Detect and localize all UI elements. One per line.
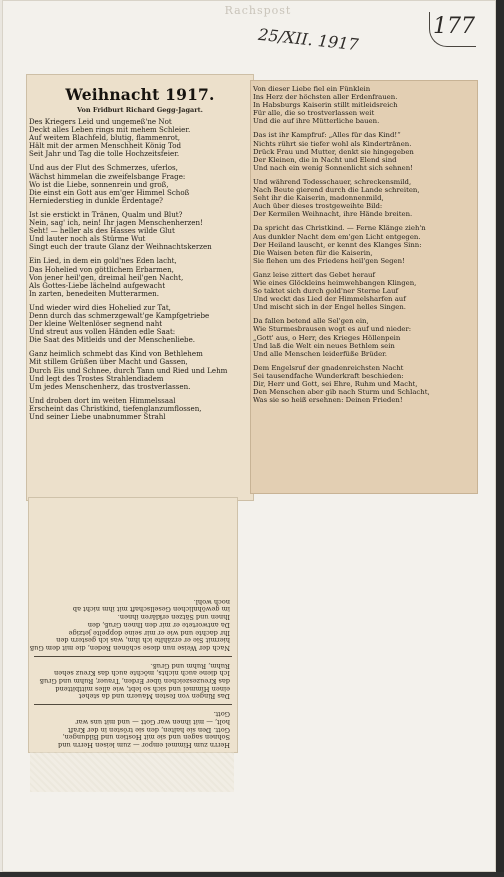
poem-line: In zarten, benedeiten Mutterarmen. bbox=[29, 288, 159, 298]
poem-line: Der Kleinen, die in Nacht und Elend sind bbox=[253, 155, 397, 164]
poem-line: Ins Herz der höchsten aller Erdenfrauen. bbox=[253, 93, 398, 102]
poem-line: Des Kriegers Leid und ungemeß'ne Not bbox=[29, 117, 172, 126]
archive-sheet bbox=[2, 0, 496, 872]
poem-line: Den Menschen aber gib nach Sturm und Schlacht, bbox=[253, 388, 430, 397]
poem-line: Die einst ein Gott aus em'ger Himmel Schoß bbox=[29, 187, 190, 197]
divider-rule bbox=[34, 656, 232, 657]
poem-line: Und droben dort im weiten Himmelssaal bbox=[29, 395, 176, 405]
poem-line: Und mischt sich in der Engel helles Singen. bbox=[253, 303, 406, 312]
poem-line: Auch über dieses trostgeweihte Bild: bbox=[253, 202, 383, 211]
poem-line: Wie eines Glöckleins heimwehbangen Klingen, bbox=[253, 278, 417, 287]
poem-byline: Von Fridburt Richard Gegg-Jagart. bbox=[77, 106, 203, 114]
poem-line: Ganz heimlich schmebt das Kind von Bethlehem bbox=[29, 349, 203, 359]
text-line: Das Ringen von festen Mauern und da stehet bbox=[78, 692, 230, 701]
stanza bbox=[251, 364, 477, 404]
poem-line: Von dieser Liebe fiel ein Fünklein bbox=[253, 85, 371, 93]
text-line: hiermit Sie er erzählte ich ihm, was ich gestern den bbox=[56, 636, 230, 645]
scan-border-right bbox=[496, 0, 504, 877]
poem-line: Durch Eis und Schnee, durch Tann und Ried und Lehm bbox=[29, 365, 228, 375]
poem-line: Und wieder wird dies Hohelied zur Tat, bbox=[29, 302, 171, 312]
text-line: Gott. Den sie halten, den sie trösten in der Kraft bbox=[68, 725, 230, 734]
poem-line: Herniederstieg in dunkle Erdentage? bbox=[29, 195, 163, 205]
poem-line: Seht! — heller als des Hasses wilde Glut bbox=[29, 226, 175, 236]
stanza bbox=[27, 211, 253, 251]
poem-clipping-right bbox=[250, 80, 478, 494]
poem-line: Ganz leise zittert das Gebet herauf bbox=[253, 270, 376, 279]
poem-line: Nichts rührt sie tiefer wohl als Kindertränen. bbox=[253, 139, 412, 148]
poem-line: Der Kermilen Weihnacht, ihre Hände breiten. bbox=[253, 210, 413, 219]
poem-line: Für alle, die so trostverlassen weit bbox=[253, 109, 375, 118]
poem-line: Wie Sturmesbrausen wogt es auf und nieder: bbox=[253, 325, 412, 334]
poem-line: Dir, Herr und Gott, sei Ehre, Ruhm und Macht, bbox=[253, 380, 418, 388]
poem-line: Sei tausendfache Wunderkraft beschieden: bbox=[253, 371, 404, 380]
poem-line: Seit Jahr und Tag die tolle Hochzeitsfeier. bbox=[29, 149, 180, 159]
stanza bbox=[251, 85, 477, 125]
poem-line: Und alle Menschen leiderfüße Brüder. bbox=[253, 349, 387, 358]
text-line: im gewöhnlichen Gesellschaft mit ihm nicht ab bbox=[72, 605, 230, 614]
right-stanzas bbox=[251, 85, 477, 404]
poem-line: Und die auf ihre Mütterliche bauen. bbox=[253, 117, 380, 126]
poem-line: Was sie so heiß ersehnen: Deinen Frieden! bbox=[253, 396, 403, 405]
poem-line: Auf weitem Blachfeld, blutig, flammenrot, bbox=[29, 133, 181, 143]
text-line: Nach der Weise nun diese schönen Reden, die mit dem Guß bbox=[29, 643, 230, 652]
poem-line: Und streut aus vollen Händen edle Saat: bbox=[29, 327, 176, 337]
poem-line: Der kleine Weltenlöser segnend naht bbox=[29, 319, 163, 329]
stanza bbox=[27, 164, 253, 204]
stanza bbox=[251, 178, 477, 218]
scan-border-bottom bbox=[0, 872, 504, 877]
poem-line: Nach Beute gierend durch die Lande schreiten, bbox=[253, 186, 420, 195]
flipped-text-block-b bbox=[34, 661, 232, 700]
flipped-text-block-c bbox=[29, 597, 232, 652]
poem-line: Um jedes Menschenherz, das trostverlassen. bbox=[29, 381, 191, 391]
poem-line: Da spricht das Christkind. — Ferne Klänge zieh'n bbox=[253, 224, 426, 233]
divider-rule bbox=[34, 704, 232, 705]
poem-line: Von jener heil'gen, dreimal heil'gen Nacht, bbox=[29, 272, 184, 282]
poem-line: In Habsburgs Kaiserin stillt mitleidsreich bbox=[253, 101, 398, 110]
text-line: Gott. bbox=[213, 710, 230, 719]
upside-down-clipping bbox=[28, 497, 238, 753]
text-line: Sohnen sagen und sie mit Hostien und Bildungen, bbox=[62, 733, 230, 742]
poem-line: Ein Lied, in dem ein gold'nes Eden lacht, bbox=[29, 256, 177, 266]
text-line: Da antwortete er mir den Ihnen Gruß, den bbox=[87, 620, 230, 629]
text-line: Herrn zum Himmel empor — zum leisen Herrn und bbox=[58, 741, 230, 749]
poem-line: Mit stillem Grüßen über Macht und Gassen, bbox=[29, 357, 188, 367]
poem-line: Und aus der Flut des Schmerzes, uferlos, bbox=[29, 163, 178, 173]
text-line: Ich diene auch nichts, möchte auch das Kreuz sehen bbox=[54, 669, 230, 678]
poem-line: So taktet sich durch gold'ner Sterne Lauf bbox=[253, 287, 399, 296]
poem-line: Und legt des Trostes Strahlendiadem bbox=[29, 373, 164, 383]
stanza bbox=[251, 224, 477, 264]
poem-line: Das ist ihr Kampfruf: „Alles für das Kind!“ bbox=[253, 131, 401, 140]
stanza bbox=[27, 257, 253, 297]
poem-line: Als Gottes-Liebe lächelnd aufgewacht bbox=[29, 280, 166, 290]
poem-line: Nein, sag' ich, nein! Ihr jagen Menschenherzen! bbox=[29, 218, 203, 228]
text-line: einen Himmel und sich so lebt, wie alles mittbittend bbox=[55, 684, 230, 693]
faint-newspaper-header: Rachspost bbox=[224, 4, 292, 17]
poem-title: Weihnacht 1917. bbox=[65, 85, 215, 104]
poem-line: Die Waisen beten für die Kaiserin, bbox=[253, 248, 373, 257]
left-stanzas bbox=[27, 118, 253, 421]
text-line: das Kreuzeszeichen über Erden, Trauer, Ruhm und Gruß bbox=[39, 677, 230, 686]
poem-line: Erscheint das Christkind, tiefenglanzumflossen, bbox=[29, 403, 202, 413]
handwritten-date: 25/XII. 1917 bbox=[257, 24, 360, 55]
poem-line: Wächst himmelan die zweifelsbange Frage: bbox=[29, 171, 186, 181]
text-line: Ihr dachte und wie er mir seine doppelte jetzige bbox=[68, 628, 230, 637]
stanza bbox=[27, 118, 253, 158]
text-line: noch wohl. bbox=[193, 597, 230, 606]
poem-line: Aus dunkler Nacht dem em'gen Licht entgegen. bbox=[253, 232, 421, 241]
poem-line: Ist sie erstickt in Tränen, Qualm und Blut? bbox=[29, 209, 183, 219]
poem-line: Und seiner Liebe unabnummer Strahl bbox=[29, 412, 166, 421]
poem-line: Und nach ein wenig Sonnenlicht sich sehnen! bbox=[253, 163, 413, 172]
poem-line: Die Saat des Mitleids und der Menschenliebe. bbox=[29, 335, 196, 345]
poem-line: Denn durch das schmerzgewalt'ge Kampfgetriebe bbox=[29, 310, 210, 320]
poem-clipping-left bbox=[26, 74, 254, 501]
poem-line: „Gott' aus, o Herr, des Krieges Höllenpein bbox=[253, 333, 401, 342]
stanza bbox=[27, 397, 253, 421]
poem-line: Hält mit der armen Menschheit König Tod bbox=[29, 141, 182, 151]
paper-stain bbox=[30, 752, 234, 792]
poem-line: Und lauter noch als Stürme Wut bbox=[29, 234, 146, 244]
poem-line: Das Hohelied von göttlichem Erbarmen, bbox=[29, 264, 174, 274]
handwritten-folio-number: 177 bbox=[433, 14, 475, 39]
stanza bbox=[251, 271, 477, 311]
stanza bbox=[27, 304, 253, 344]
poem-line: Wo ist die Liebe, sonnenrein und groß, bbox=[29, 179, 169, 189]
poem-line: Dem Engelsruf der gnadenreichsten Nacht bbox=[253, 363, 404, 372]
poem-line: Drück Frau und Mutter, denkt sie hingegeben bbox=[253, 147, 414, 156]
poem-line: Der Heiland lauscht, er kennt des Klanges Sinn: bbox=[253, 240, 422, 249]
poem-line: Singt euch der traute Glanz der Weihnachtskerzen bbox=[29, 242, 212, 252]
text-line: Ihnen und Sätzen erklären ihnen. bbox=[117, 613, 230, 622]
poem-line: Und laß die Welt ein neues Bethlem sein bbox=[253, 341, 395, 350]
poem-line: Sie flehen um des Friedens heil'gen Segen! bbox=[253, 256, 405, 265]
poem-line: Seht ihr die Kaiserin, madonnenmild, bbox=[253, 194, 384, 203]
text-line: Ruhm, Ruhm und Gruß. bbox=[150, 661, 230, 670]
poem-line: Und weckt das Lied der Himmelsharfen auf bbox=[253, 295, 406, 304]
stanza bbox=[27, 350, 253, 390]
stanza bbox=[251, 131, 477, 171]
flipped-text-block-a bbox=[34, 709, 232, 748]
text-line: holt, — mit ihnen war Gott — und mit uns war bbox=[75, 717, 230, 726]
poem-line: Und während Todesschauer, schreckensmild, bbox=[253, 177, 412, 186]
poem-line: Da fallen betend alle Sel'gen ein, bbox=[253, 317, 369, 326]
poem-line: Deckt alles Leben rings mit mehem Schleier. bbox=[29, 125, 191, 135]
stanza bbox=[251, 317, 477, 357]
